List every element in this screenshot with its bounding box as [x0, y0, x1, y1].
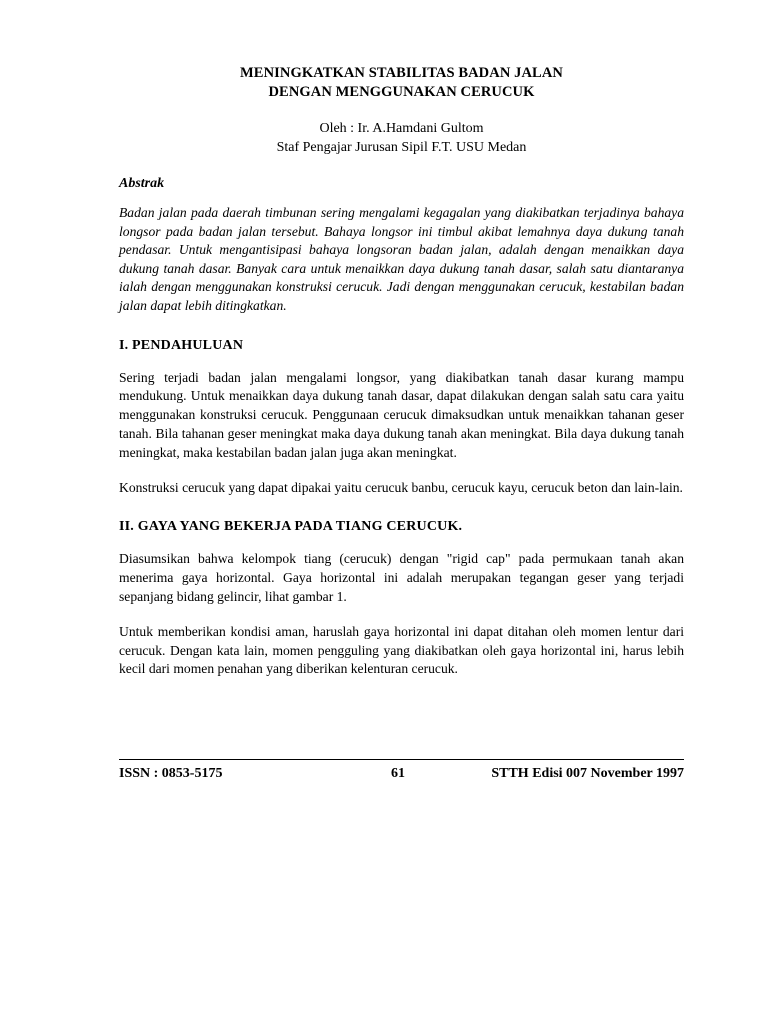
author-name: Oleh : Ir. A.Hamdani Gultom	[319, 121, 484, 136]
forces-paragraph-2: Untuk memberikan kondisi aman, haruslah gaya horizontal ini dapat ditahan oleh momen lentur dari cerucuk. Dengan kata lain, momen pengguling yang diakibatkan oleh gaya horizontal ini, harus lebih kecil dari momen penahan yang diberikan kelenturan cerucuk.	[119, 623, 684, 677]
author-affiliation: Staf Pengajar Jurusan Sipil F.T. USU Medan	[276, 140, 527, 155]
footer-row	[119, 764, 684, 784]
introduction-paragraph-1: Sering terjadi badan jalan mengalami longsor, yang diakibatkan tanah dasar kurang mampu mendukung. Untuk menaikkan daya dukung tanah dasar, dapat dilakukan dengan salah satu cara yaitu menggunakan konstruksi cerucuk. Penggunaan cerucuk dimaksudkan untuk menaikkan tahanan geser tanah. Bila tahanan geser meningkat maka daya dukung tanah akan meningkat. Bila daya dukung tanah meningkat, maka kestabilan badan jalan juga akan meningkat.	[119, 369, 684, 460]
footer-edition: STTH Edisi 007 November 1997	[491, 766, 684, 781]
page-footer	[119, 759, 684, 784]
abstract-text: Badan jalan pada daerah timbunan sering mengalami kegagalan yang diakibatkan terjadinya bahaya longsor pada badan jalan tersebut. Bahaya longsor ini timbul akibat lemahnya daya dukung tanah pendasar. Untuk mengantisipasi bahaya longsoran badan jalan, adalah dengan menaikkan daya dukung tanah dasar. Banyak cara untuk menaikkan daya dukung tanah dasar, salah satu diantaranya ialah dengan menggunakan konstruksi cerucuk. Jadi dengan menggunakan cerucuk, kestabilan badan jalan dapat lebih ditingkatkan.	[119, 205, 684, 313]
abstract-heading: Abstrak	[119, 176, 165, 191]
section-heading-forces: II. GAYA YANG BEKERJA PADA TIANG CERUCUK.	[119, 519, 463, 535]
title-line-2: DENGAN MENGGUNAKAN CERUCUK	[268, 84, 535, 100]
section-heading-introduction: I. PENDAHULUAN	[119, 337, 244, 353]
title-line-1: MENINGKATKAN STABILITAS BADAN JALAN	[240, 65, 563, 81]
introduction-paragraph-2: Konstruksi cerucuk yang dapat dipakai yaitu cerucuk banbu, cerucuk kayu, cerucuk beton dan lain-lain.	[119, 479, 683, 495]
footer-divider	[119, 759, 684, 760]
forces-paragraph-1: Diasumsikan bahwa kelompok tiang (cerucuk) dengan "rigid cap" pada permukaan tanah akan menerima gaya horizontal. Gaya horizontal ini adalah merupakan tegangan geser yang terjadi sepanjang bidang gelincir, lihat gambar 1.	[119, 551, 684, 604]
author-block	[119, 119, 684, 157]
footer-issn: ISSN : 0853-5175	[119, 766, 223, 781]
document-body	[119, 64, 684, 679]
footer-page-number: 61	[391, 766, 405, 781]
document-title	[119, 64, 684, 102]
